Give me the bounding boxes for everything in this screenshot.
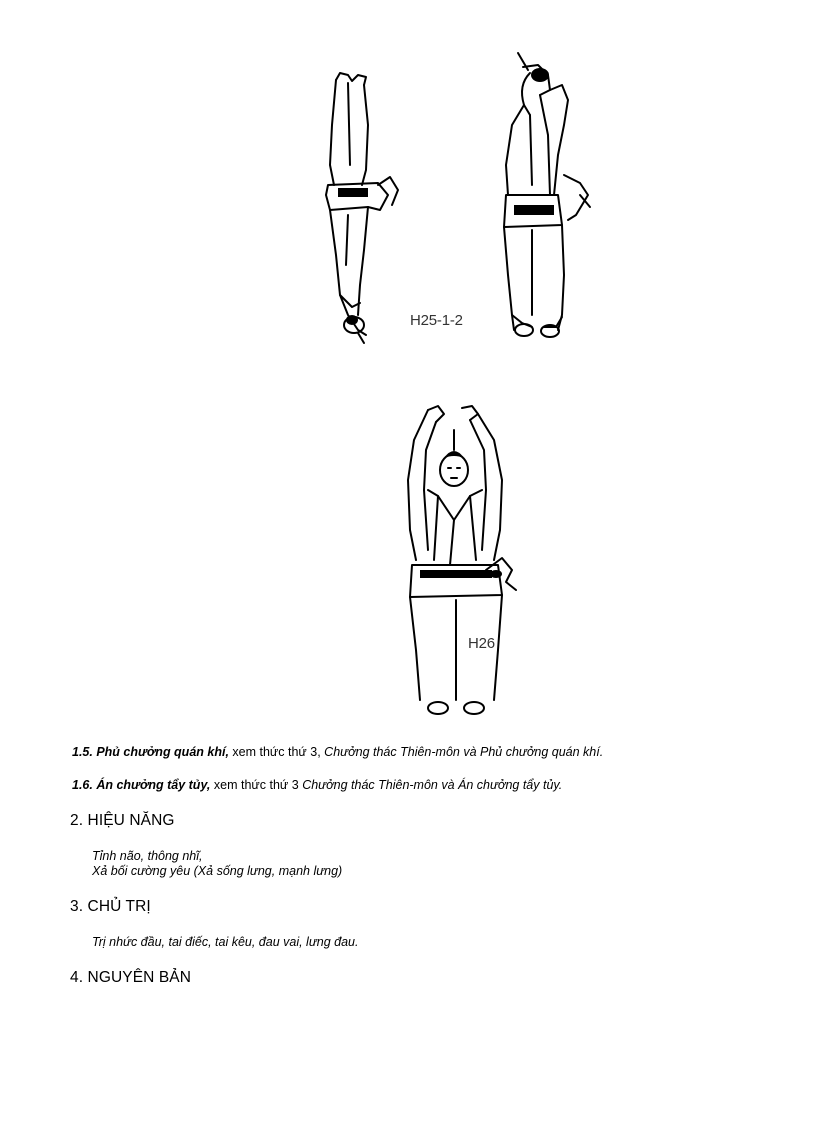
section-4-heading: 4. NGUYÊN BẢN (70, 969, 192, 986)
section-2-line-1: Tỉnh não, thông nhĩ, (92, 849, 203, 863)
paragraph-1-6-ref: Chưởng thác Thiên-môn và Án chưởng tẩy tủy. (302, 778, 563, 792)
paragraph-1-5-text: xem thức thứ 3, (228, 745, 325, 759)
section-3-line-1: Trị nhức đầu, tai điếc, tai kêu, đau vai, lưng đau. (92, 935, 359, 949)
figure-h26-label: H26 (468, 635, 495, 652)
section-3-heading: 3. CHỦ TRỊ (70, 898, 151, 915)
figure-h26-illustration (398, 400, 528, 718)
paragraph-1-5-ref: Chưởng thác Thiên-môn và Phủ chưởng quán khí. (324, 745, 604, 759)
figure-h25-illustration (318, 45, 608, 345)
section-2-heading: 2. HIỆU NĂNG (70, 812, 175, 829)
figure-h26 (398, 400, 528, 718)
paragraph-1-6-text: xem thức thứ 3 (210, 778, 303, 792)
figure-h25-label: H25-1-2 (410, 312, 463, 329)
paragraph-1-5 (72, 744, 603, 760)
section-2-line-2: Xả bối cường yêu (Xả sống lưng, mạnh lưng) (92, 864, 343, 878)
paragraph-1-5-title: 1.5. Phủ chưởng quán khí, (72, 745, 229, 759)
paragraph-1-6 (72, 777, 562, 793)
paragraph-1-6-title: 1.6. Án chưởng tẩy tủy, (72, 778, 211, 792)
figure-h25 (318, 45, 608, 345)
